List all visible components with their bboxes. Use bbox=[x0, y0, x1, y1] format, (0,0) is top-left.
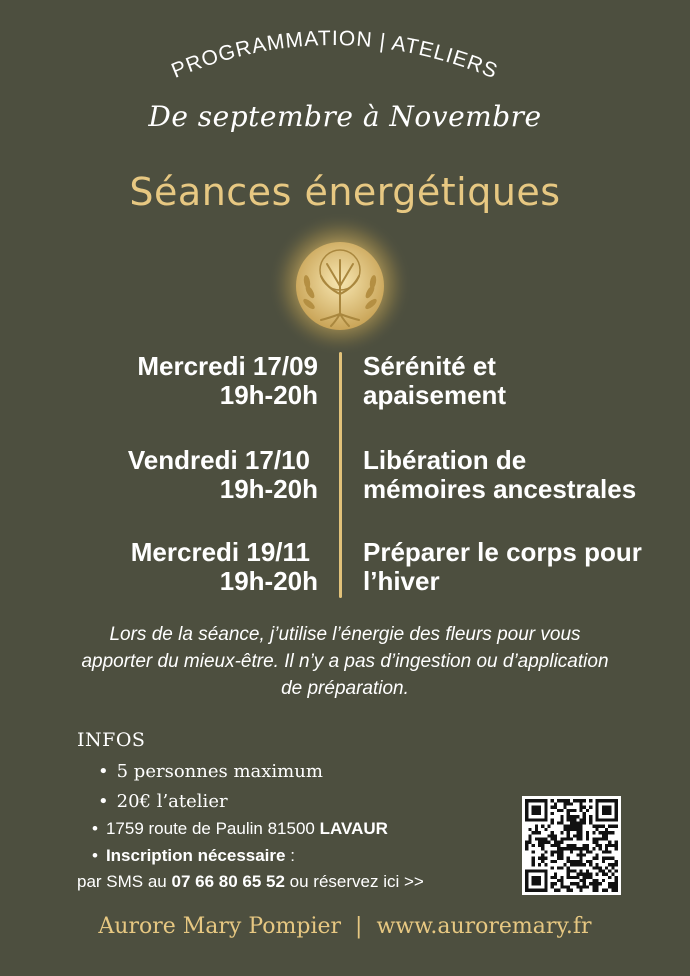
description-line: de préparation. bbox=[281, 678, 409, 699]
bullet-icon: • bbox=[92, 819, 98, 838]
session-topic-line: Sérénité et bbox=[363, 351, 496, 381]
address-text: 1759 route de Paulin 81500 bbox=[105, 819, 315, 838]
arc-title bbox=[0, 0, 690, 110]
page-title: Séances énergétiques bbox=[129, 170, 561, 214]
session-time: 19h-20h bbox=[219, 474, 318, 504]
bullet-icon: • bbox=[92, 846, 98, 865]
footer-separator: | bbox=[355, 914, 363, 939]
footer-name: Aurore Mary Pompier bbox=[98, 914, 342, 939]
registration-text: Inscription nécessaire bbox=[105, 846, 286, 865]
session-day: Vendredi 17/10 bbox=[127, 445, 310, 475]
svg-text:PROGRAMMATION | ATELIERS bbox=[168, 27, 501, 83]
footer-website[interactable]: www.auroremary.fr bbox=[376, 914, 592, 939]
address-city: LAVAUR bbox=[319, 819, 388, 838]
session-2-date bbox=[50, 445, 318, 504]
session-topic-line: Préparer le corps pour bbox=[363, 537, 642, 567]
session-3-date bbox=[50, 537, 318, 596]
subtitle: De septembre à Novembre bbox=[148, 100, 542, 133]
session-topic-line: l’hiver bbox=[363, 566, 440, 596]
session-topic-line: apaisement bbox=[363, 380, 507, 410]
session-3-topic bbox=[363, 538, 683, 596]
arc-title-text: PROGRAMMATION | ATELIERS bbox=[168, 26, 502, 84]
info-registration bbox=[92, 846, 295, 866]
tree-of-life-icon bbox=[255, 214, 425, 354]
session-day: Mercredi 19/11 bbox=[130, 537, 310, 567]
session-1-topic bbox=[363, 352, 683, 410]
info-address bbox=[92, 819, 388, 839]
infos-heading: INFOS bbox=[77, 729, 146, 751]
qr-code-icon[interactable] bbox=[522, 796, 621, 895]
contact-suffix: ou réservez ici >> bbox=[284, 872, 424, 891]
info-capacity bbox=[98, 761, 323, 782]
description bbox=[30, 621, 660, 702]
price-text: 20€ l’atelier bbox=[116, 791, 228, 812]
phone-number[interactable]: 07 66 80 65 52 bbox=[171, 872, 285, 891]
session-topic-line: mémoires ancestrales bbox=[363, 474, 637, 504]
contact-prefix: par SMS au bbox=[77, 872, 172, 891]
session-1-date bbox=[58, 352, 318, 410]
registration-suffix: : bbox=[285, 846, 295, 865]
session-day: Mercredi 17/09 bbox=[137, 351, 318, 381]
session-time: 19h-20h bbox=[219, 566, 318, 596]
session-divider bbox=[339, 352, 342, 598]
session-time: 19h-20h bbox=[219, 380, 318, 410]
bullet-icon: • bbox=[98, 791, 109, 812]
description-line: Lors de la séance, j’utilise l’énergie des fleurs pour vous bbox=[109, 624, 581, 645]
footer bbox=[0, 914, 690, 939]
capacity-text: 5 personnes maximum bbox=[116, 761, 323, 782]
session-2-topic bbox=[363, 446, 683, 504]
info-price bbox=[98, 791, 228, 812]
bullet-icon: • bbox=[98, 761, 109, 782]
session-topic-line: Libération de bbox=[363, 445, 527, 475]
info-contact bbox=[77, 872, 424, 892]
description-line: apporter du mieux-être. Il n’y a pas d’ingestion ou d’application bbox=[81, 651, 609, 672]
